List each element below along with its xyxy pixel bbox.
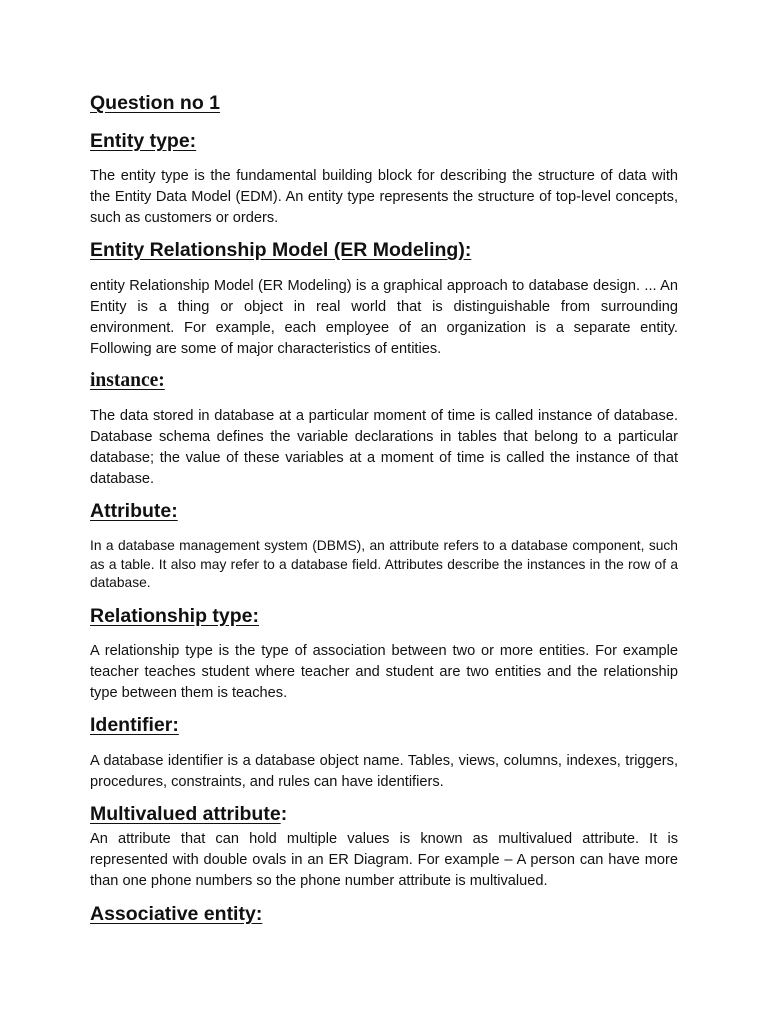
heading-instance: instance: bbox=[90, 370, 165, 391]
heading-relationship-type: Relationship type: bbox=[90, 605, 260, 627]
paragraph-relationship-type: A relationship type is the type of association between two or more entities. For example teacher teaches student where teacher and student are two entities and the relationship type between them is teaches. bbox=[90, 643, 678, 701]
heading-attribute: Attribute: bbox=[90, 500, 178, 522]
paragraph-identifier: A database identifier is a database object name. Tables, views, columns, indexes, triggers, procedures, constraints, and rules can have identifiers. bbox=[90, 753, 678, 790]
paragraph-er-model: entity Relationship Model (ER Modeling) is a graphical approach to database design. ... An Entity is a thing or object in real world that is distinguishable from surrounding environment. For example, each employee of an organization is a separate entity. Following are some of major characteristics of entities. bbox=[90, 278, 678, 357]
question-title: Question no 1 bbox=[90, 92, 221, 114]
paragraph-entity-type: The entity type is the fundamental building block for describing the structure of data with the Entity Data Model (EDM). An entity type represents the structure of top-level concepts, such as customers or orders. bbox=[90, 168, 678, 226]
heading-er-model: Entity Relationship Model (ER Modeling): bbox=[90, 239, 472, 261]
heading-multivalued-colon: : bbox=[280, 803, 288, 825]
heading-multivalued-text: Multivalued attribute bbox=[90, 803, 281, 825]
heading-multivalued bbox=[90, 803, 287, 826]
heading-identifier: Identifier: bbox=[90, 714, 179, 736]
heading-entity-type: Entity type: bbox=[90, 130, 197, 152]
paragraph-attribute: In a database management system (DBMS), an attribute refers to a database component, such as a table. It also may refer to a database field. Attributes describe the instances in the row of a database. bbox=[90, 538, 678, 590]
heading-associative: Associative entity: bbox=[90, 903, 263, 925]
paragraph-instance: The data stored in database at a particular moment of time is called instance of database. Database schema defines the variable declarations in tables that belong to a particular database; the value of these variables at a moment of time is called the instance of that database. bbox=[90, 408, 678, 487]
paragraph-multivalued: An attribute that can hold multiple values is known as multivalued attribute. It is represented with double ovals in an ER Diagram. For example – A person can have more than one phone numbers so the phone number attribute is multivalued. bbox=[90, 831, 678, 889]
